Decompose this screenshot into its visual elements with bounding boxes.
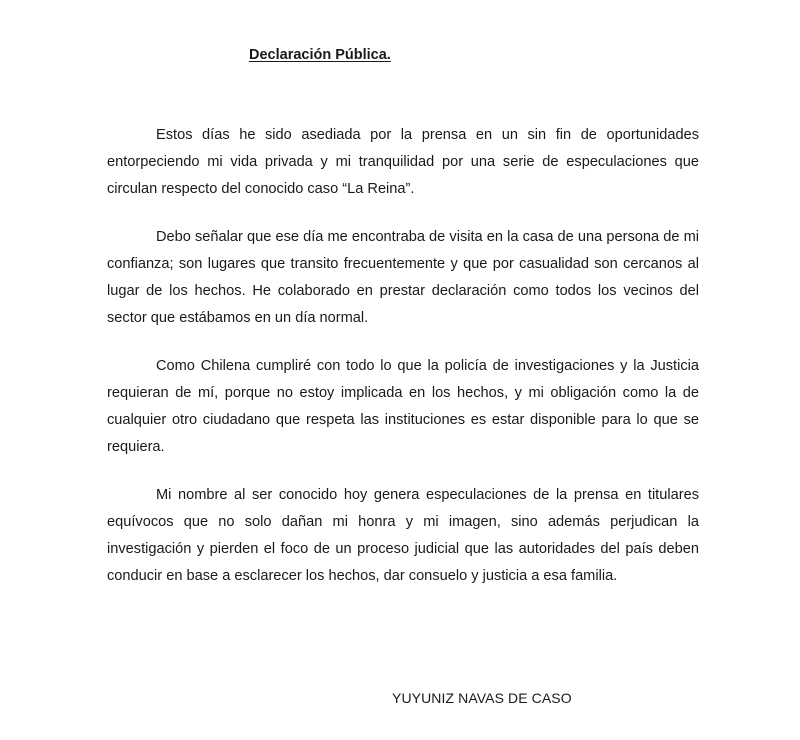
paragraph-2: Debo señalar que ese día me encontraba de visita en la casa de una persona de mi confianza; son lugares que transito frecuentemente y que por casualidad son cercanos al lugar de los hechos. He colaborado en prestar declaración como todos los vecinos del sector que estábamos en un día normal. xyxy=(107,229,699,326)
document-body xyxy=(107,122,699,611)
paragraph-3: Como Chilena cumpliré con todo lo que la policía de investigaciones y la Justicia requieran de mí, porque no estoy implicada en los hechos, y mi obligación como la de cualquier otro ciudadano que respeta las instituciones es estar disponible para lo que se requiera. xyxy=(107,358,699,455)
paragraph-1: Estos días he sido asediada por la prensa en un sin fin de oportunidades entorpeciendo mi vida privada y mi tranquilidad por una serie de especulaciones que circulan respecto del conocido caso “La Reina”. xyxy=(107,127,699,197)
paragraph-4: Mi nombre al ser conocido hoy genera especulaciones de la prensa en titulares equívocos que no solo dañan mi honra y mi imagen, sino además perjudican la investigación y pierden el foco de un proceso judicial que las autoridades del país deben conducir en base a esclarecer los hechos, dar consuelo y justicia a esa familia. xyxy=(107,487,699,584)
document-title: Declaración Pública. xyxy=(249,47,391,63)
signature: YUYUNIZ NAVAS DE CASO xyxy=(392,690,572,706)
